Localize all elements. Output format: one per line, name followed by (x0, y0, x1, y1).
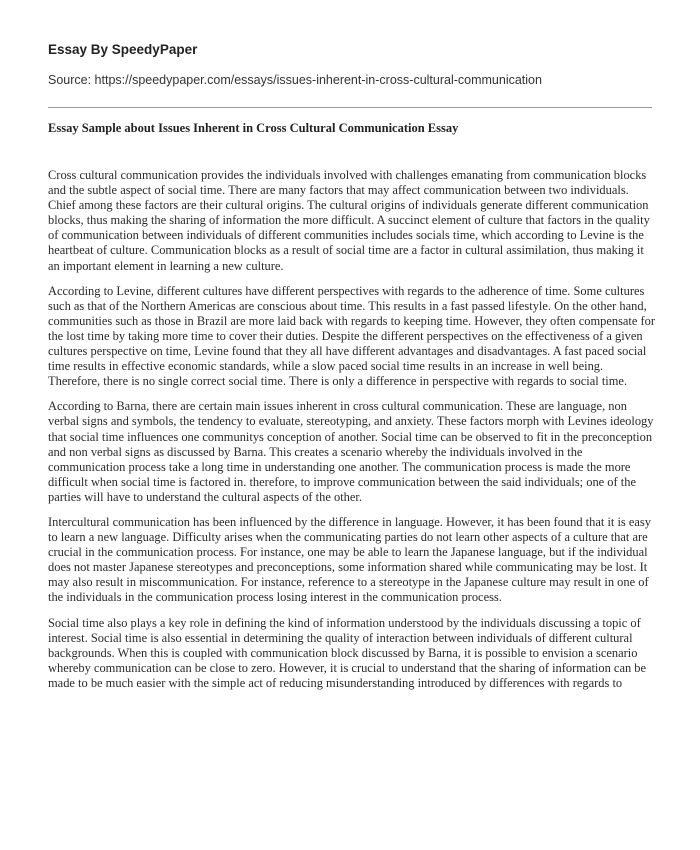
essay-paragraph: According to Levine, different cultures have different perspectives with regards to the adherence of time. Some cultures such as that of the Northern Americas are conscious about time. This results in a fast passed lifestyle. On the other hand, communities such as those in Brazil are more laid back with regards to keeping time. However, they often compensate for the lost time by taking more time to cover their duties. Despite the different perspectives on the effectiveness of a given cultures perspective on time, Levine found that they all have different advantages and disadvantages. A fast paced social time results in effective economic standards, while a slow paced social time results in an increase in well being. Therefore, there is no single correct social time. There is only a difference in perspective with regards to social time. (48, 283, 656, 389)
header-divider (48, 107, 652, 108)
essay-body (48, 168, 656, 701)
essay-paragraph: According to Barna, there are certain main issues inherent in cross cultural communication. These are language, non verbal signs and symbols, the tendency to evaluate, stereotyping, and anxiety. These factors morph with Levines ideology that social time influences one communitys conception of another. Social time can be observed to fit in the preconception and non verbal signs as discussed by Barna. This creates a scenario whereby the individuals involved in the communication process take a long time in understanding one another. The communication process is made the more difficult when social time is factored in. therefore, to improve communication between the said individuals; one of the parties will have to understand the cultural aspects of the other. (48, 399, 654, 504)
source-line: Source: https://speedypaper.com/essays/issues-inherent-in-cross-cultural-communication (48, 73, 542, 87)
essay-paragraph: Social time also plays a key role in defining the kind of information understood by the individuals discussing a topic of interest. Social time is also essential in determining the quality of interaction between individuals of different cultural backgrounds. When this is coupled with communication block discussed by Barna, it is possible to envision a scenario whereby communication can be close to zero. However, it is crucial to understand that the sharing of information can be made to be much easier with the simple act of reducing misunderstanding introduced by differences with regards to (48, 615, 647, 690)
essay-paragraph: Cross cultural communication provides the individuals involved with challenges emanating from communication blocks and the subtle aspect of social time. There are many factors that may affect communication between two individuals. Chief among these factors are their cultural origins. The cultural origins of individuals generate different communication blocks, thus making the sharing of information the more difficult. A succinct element of culture that factors in the quality of communication between individuals of different communities includes socials time, which according to Levine is the heartbeat of culture. Communication blocks as a result of social time are a factor in cultural assimilation, thus making it an important element in learning a new culture. (48, 168, 650, 273)
brand-heading: Essay By SpeedyPaper (48, 42, 198, 57)
essay-title: Essay Sample about Issues Inherent in Cross Cultural Communication Essay (48, 121, 459, 135)
essay-paragraph: Intercultural communication has been influenced by the difference in language. However, it has been found that it is easy to learn a new language. Difficulty arises when the communicating parties do not learn other aspects of a culture that are crucial in the communication process. For instance, one may be able to learn the Japanese language, but if the individual does not master Japanese stereotypes and preconceptions, some information shared while communicating may be lost. It may also result in miscommunication. For instance, reference to a stereotype in the Japanese culture may result in one of the individuals in the communication process losing interest in the communication process. (48, 514, 651, 605)
